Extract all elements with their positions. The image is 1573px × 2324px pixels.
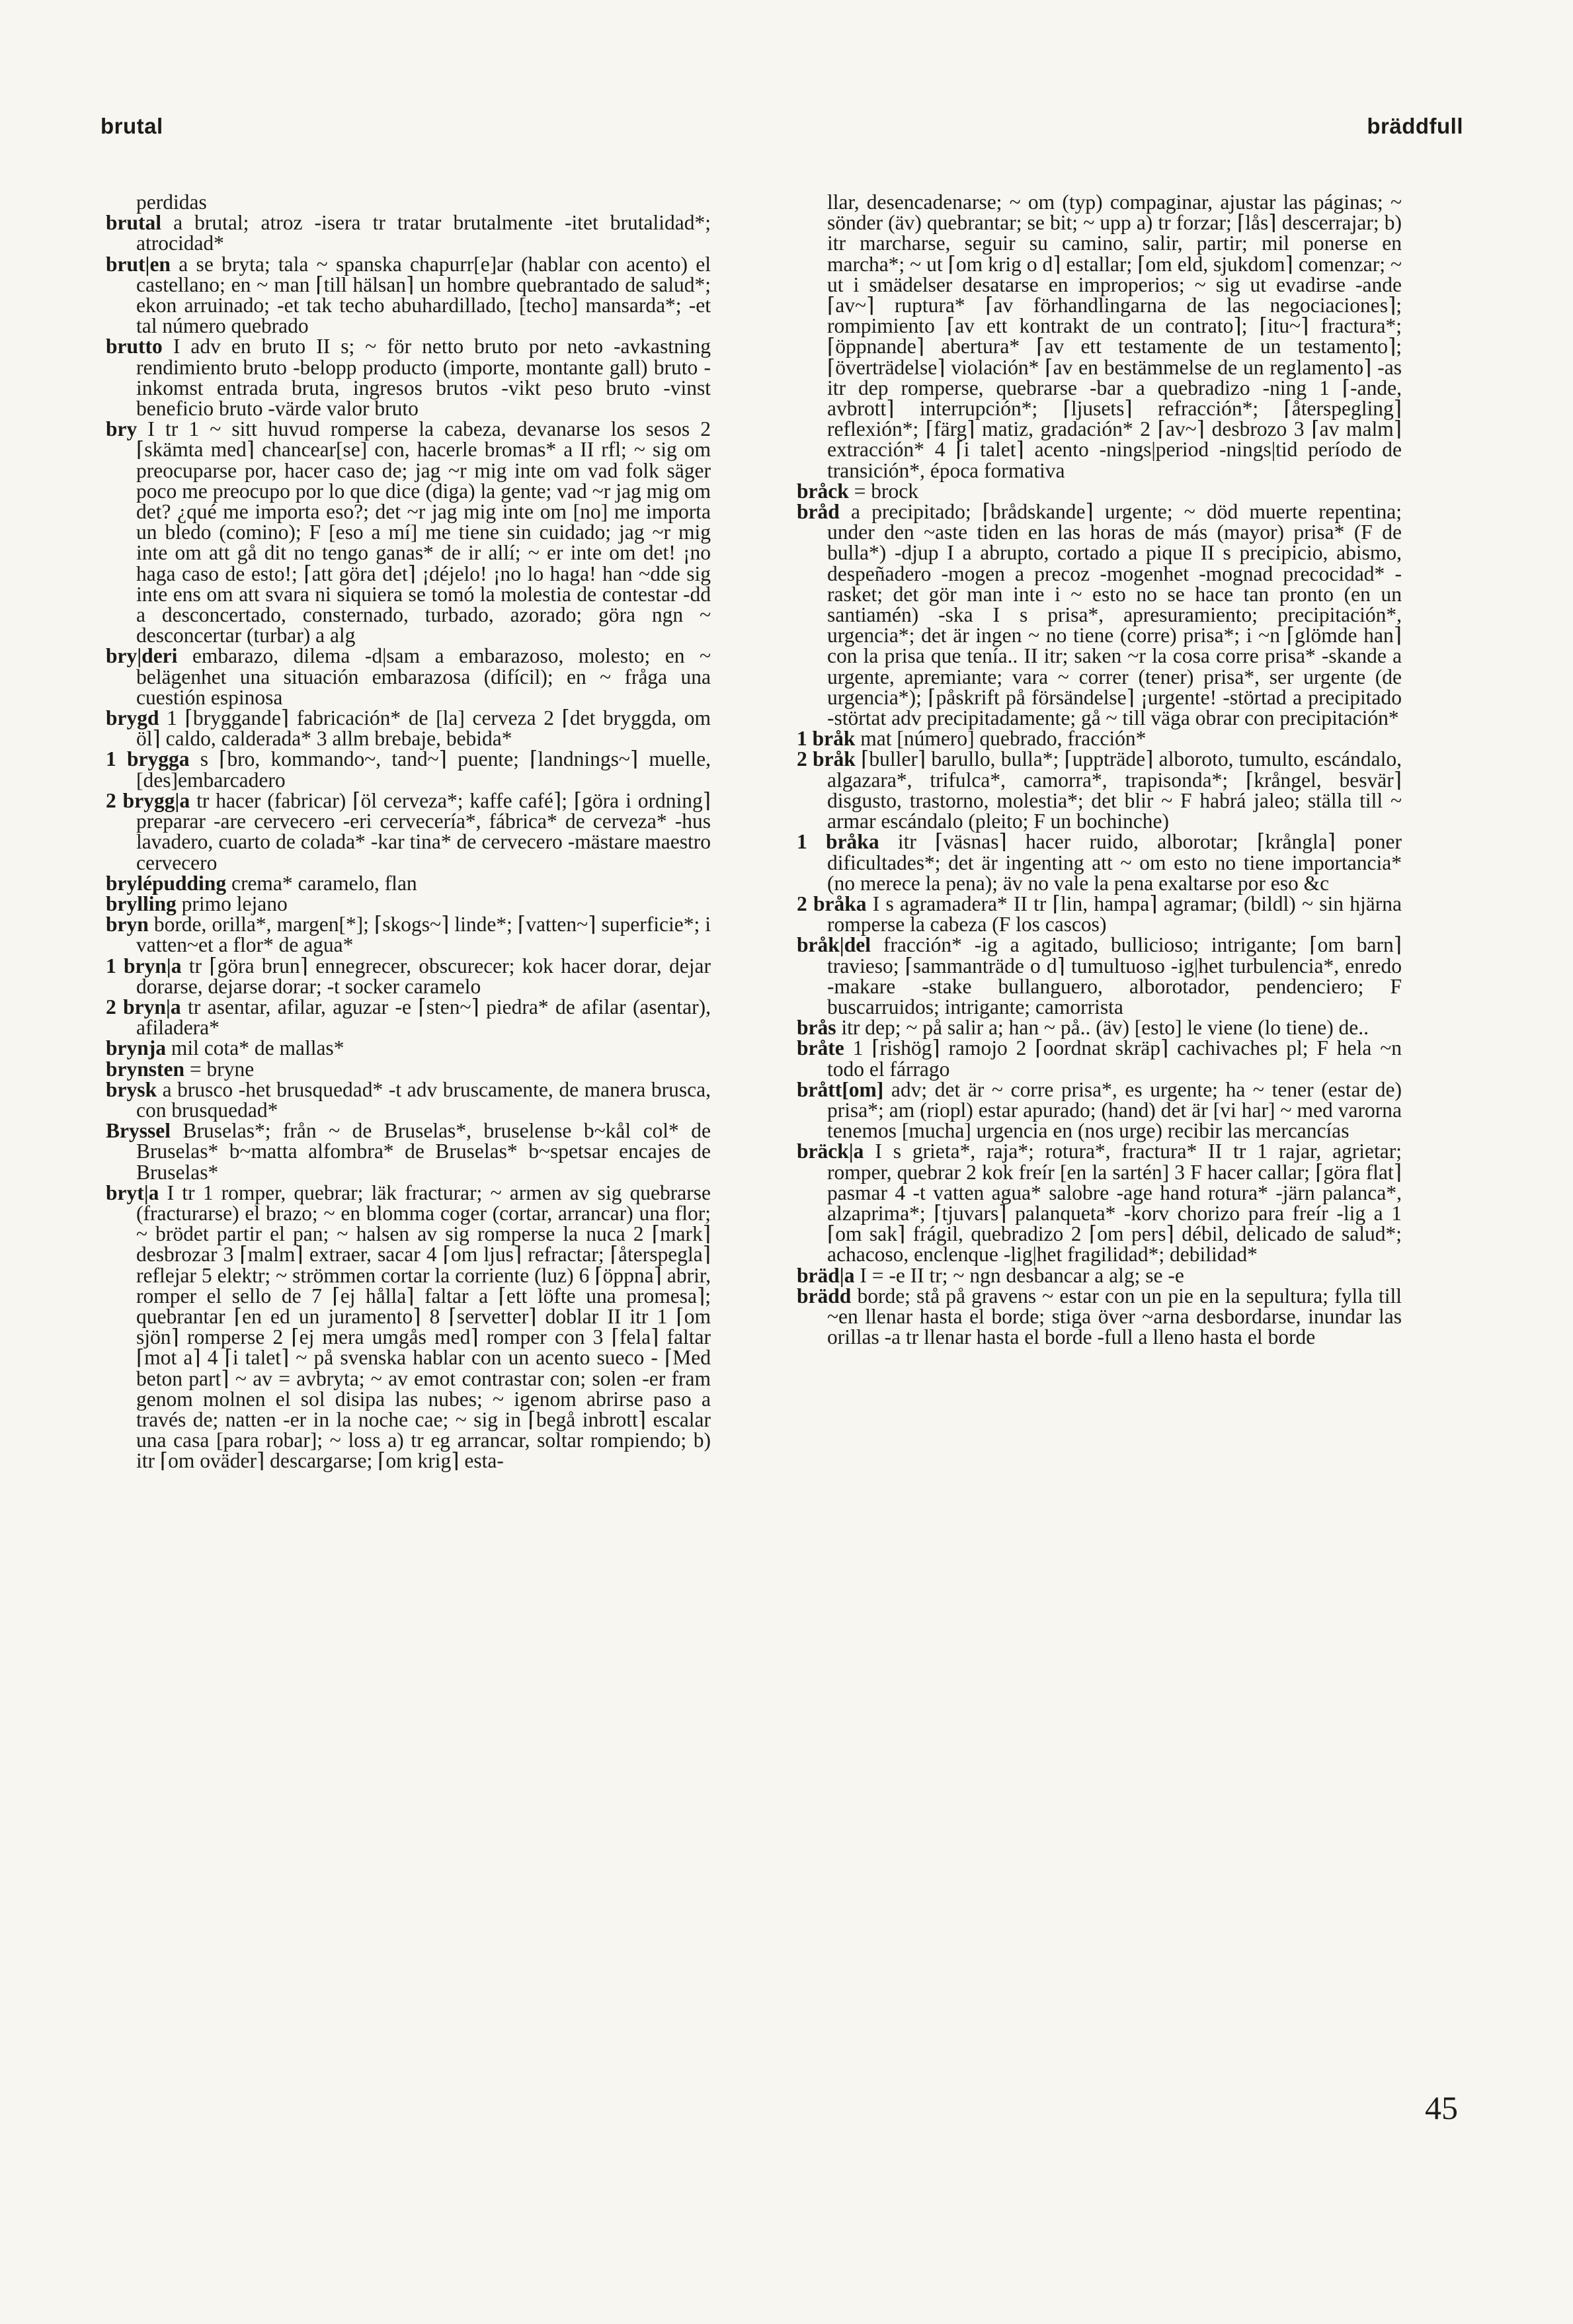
entry-headword: 2 bryn|a xyxy=(106,995,181,1018)
entry-definition: itr dep; ~ på salir a; han ~ på.. (äv) [esto] le viene (lo tiene) de.. xyxy=(841,1016,1369,1040)
dictionary-entry xyxy=(797,893,1402,934)
entry-headword: 1 bråk xyxy=(797,727,856,751)
dictionary-entry xyxy=(106,893,711,914)
dictionary-entry xyxy=(106,1120,711,1183)
entry-definition: tr asentar, afilar, aguzar -e ⌈sten~⌉ piedra* de afilar (asentar), afiladera* xyxy=(136,995,711,1040)
right-column xyxy=(797,192,1402,1347)
dictionary-entry xyxy=(797,749,1402,831)
running-head-left: brutal xyxy=(101,114,163,138)
dictionary-entry xyxy=(797,831,1402,893)
dictionary-entry xyxy=(106,212,711,253)
dictionary-entry xyxy=(797,501,1402,728)
entry-definition: perdidas xyxy=(136,190,207,214)
left-column xyxy=(106,192,711,1472)
dictionary-entry xyxy=(106,997,711,1038)
entry-definition: = brock xyxy=(854,479,918,503)
entry-headword: 2 brygg|a xyxy=(106,788,190,812)
entry-definition: llar, desencadenarse; ~ om (typ) compaginar, ajustar las páginas; ~ sönder (äv) quebrantar; se bit; ~ upp a) tr forzar; ⌈lås⌉ descerrajar; b) itr marcharse, seguir su camino, salir, partir; mil ponerse en marcha*; ~ ut ⌈om krig o d⌉ estallar; ⌈om eld, sjukdom⌉ comenzar; ~ ut i smädelser desatarse en improperios; ~ sig ut evadirse -ande ⌈av~⌉ ruptura* ⌈av förhandlingarna de las negociaciones⌉; rompimiento ⌈av ett kontrakt de un contrato⌉; ⌈itu~⌉ fractura*; ⌈öppnande⌉ abertura* ⌈av ett testamente de un testamento⌉; ⌈överträdelse⌉ violación* ⌈av en bestämmelse de un reglamento⌉ -as itr dep romperse, quebrarse -bar a quebradizo -ning 1 ⌈-ande, avbrott⌉ interrupción*; ⌈ljusets⌉ refracción*; ⌈återspegling⌉ reflexión*; ⌈färg⌉ matiz, gradación* 2 ⌈av~⌉ desbrozo 3 ⌈av malm⌉ extracción* 4 ⌈i talet⌉ acento -nings|period -nings|tid período de transición*, época formativa xyxy=(827,190,1402,482)
entry-headword: brås xyxy=(797,1016,836,1040)
entry-definition: mil cota* de mallas* xyxy=(171,1036,344,1060)
entry-headword: 2 bråk xyxy=(797,747,856,771)
entry-headword: bråd xyxy=(797,500,840,524)
entry-definition: Bruselas*; från ~ de Bruselas*, bruselense b~kål col* de Bruselas* b~matta alfombra* de Bruselas* b~spetsar encajes de Bruselas* xyxy=(136,1119,711,1184)
entry-definition: ⌈buller⌉ barullo, bulla*; ⌈uppträde⌉ alboroto, tumulto, escándalo, algazara*, trifulca*, camorra*, trapisonda*; ⌈krångel, besvär⌉ disgusto, trastorno, molestia*; det blir ~ F habrá jaleo; ställa till ~ armar escándalo (pleito; F un bochinche) xyxy=(827,747,1402,833)
dictionary-entry xyxy=(106,914,711,955)
entry-headword: brylling xyxy=(106,892,177,915)
entry-definition: s ⌈bro, kommando~, tand~⌉ puente; ⌈landnings~⌉ muelle, [des]embarcadero xyxy=(136,747,711,792)
entry-definition: 1 ⌈bryggande⌉ fabricación* de [la] cerveza 2 ⌈det bryggda, om öl⌉ caldo, calderada* 3 allm brebaje, bebida* xyxy=(136,706,711,751)
dictionary-entry xyxy=(797,728,1402,749)
entry-headword: brynja xyxy=(106,1036,167,1060)
dictionary-entry xyxy=(106,192,711,212)
entry-headword: bräd|a xyxy=(797,1263,855,1287)
entry-headword: brut|en xyxy=(106,252,171,276)
entry-definition: a brutal; atroz -isera tr tratar brutalmente -itet brutalidad*; atrocidad* xyxy=(136,211,711,255)
entry-headword: brysk xyxy=(106,1077,157,1101)
entry-headword: bry|deri xyxy=(106,644,178,668)
entry-headword: brädd xyxy=(797,1284,852,1307)
entry-headword: Bryssel xyxy=(106,1119,171,1143)
entry-definition: 1 ⌈rishög⌉ ramojo 2 ⌈oordnat skräp⌉ cachivaches pl; F hela ~n todo el fárrago xyxy=(827,1036,1402,1081)
entry-headword: bryt|a xyxy=(106,1181,159,1204)
dictionary-entry xyxy=(106,708,711,749)
dictionary-entry xyxy=(797,1141,1402,1265)
entry-headword: bry xyxy=(106,417,138,441)
dictionary-entry xyxy=(106,1079,711,1120)
entry-headword: bräck|a xyxy=(797,1140,864,1163)
dictionary-entry xyxy=(797,1265,1402,1286)
dictionary-entry xyxy=(797,934,1402,1017)
entry-definition: a se bryta; tala ~ spanska chapurr[e]ar (hablar con acento) el castellano; en ~ man ⌈till hälsan⌉ un hombre quebrantado de salud*; ekon arruinado; -et tak techo abuhardillado, [techo] mansarda*; -et tal número quebrado xyxy=(136,252,711,338)
dictionary-entry xyxy=(106,749,711,790)
entry-headword: 1 bråka xyxy=(797,830,879,854)
entry-headword: brynsten xyxy=(106,1057,185,1081)
dictionary-entry xyxy=(106,790,711,873)
entry-headword: 1 bryn|a xyxy=(106,954,182,977)
dictionary-entry xyxy=(797,1017,1402,1038)
dictionary-entry xyxy=(797,1079,1402,1141)
entry-headword: 1 brygga xyxy=(106,747,190,771)
dictionary-entry xyxy=(106,419,711,645)
dictionary-entry xyxy=(106,254,711,337)
entry-definition: I = -e II tr; ~ ngn desbancar a alg; se -e xyxy=(860,1263,1184,1287)
entry-definition: mat [número] quebrado, fracción* xyxy=(860,727,1147,751)
entry-definition: I tr 1 ~ sitt huvud romperse la cabeza, devanarse los sesos 2 ⌈skämta med⌉ chancear[se] con, hacerle bromas* a II rfl; ~ sig om preocuparse por, hacer caso de; jag ~r mig inte om vad folk säger poco me preocupo por lo que dice (diga) la gente; vad ~r jag mig om det? ¿qué me importa eso?; det ~r jag mig inte om [no] me importa un bledo (comino); F [eso a mí] me tiene sin cuidado; jag ~r mig inte om att gå dit no tengo ganas* de ir allí; ~ er inte om det! ¡no haga caso de esto!; ⌈att göra det⌉ ¡déjelo! ¡no lo haga! han ~dde sig inte ens om att svara ni siquiera se tomó la molestia de contestar -dd a desconcertado, consternado, turbado, azorado; göra ngn ~ desconcertar (turbar) a alg xyxy=(136,417,711,647)
entry-definition: I tr 1 romper, quebrar; läk fracturar; ~ armen av sig quebrarse (fracturarse) el brazo; ~ en blomma coger (cortar, arrancar) una flor; ~ brödet partir el pan; ~ halsen av sig romperse la nuca 2 ⌈mark⌉ desbrozar 3 ⌈malm⌉ extraer, sacar 4 ⌈om ljus⌉ refractar; ⌈återspegla⌉ reflejar 5 elektr; ~ strömmen cortar la corriente (luz) 6 ⌈öppna⌉ abrir, romper el sello de 7 ⌈ej hålla⌉ faltar a ⌈ett löfte una promesa⌉; quebrantar ⌈en ed un juramento⌉ 8 ⌈servetter⌉ doblar II itr 1 ⌈om sjön⌉ romperse 2 ⌈ej mera umgås med⌉ romper con 3 ⌈fela⌉ faltar ⌈mot a⌉ 4 ⌈i talet⌉ ~ på svenska hablar con un acento sueco - ⌈Med beton part⌉ ~ av = avbryta; ~ av emot contrastar con; solen -er fram genom molnen el sol disipa las nubes; ~ igenom abrirse paso a través de; natten -er in la noche cae; ~ sig in ⌈begå inbrott⌉ escalar una casa [para robar]; ~ loss a) tr eg arrancar, soltar rompiendo; b) itr ⌈om oväder⌉ descargarse; ⌈om krig⌉ esta- xyxy=(136,1181,711,1473)
entry-definition: borde, orilla*, margen[*]; ⌈skogs~⌉ linde*; ⌈vatten~⌉ superficie*; i vatten~et a flor* de agua* xyxy=(136,913,711,957)
entry-headword: bråk|del xyxy=(797,933,871,957)
dictionary-entry xyxy=(106,1059,711,1079)
page-number: 45 xyxy=(1425,2089,1458,2126)
entry-definition: I s grieta*, raja*; rotura*, fractura* II tr 1 rajar, agrietar; romper, quebrar 2 kok freír [en la sartén] 3 F hacer callar; ⌈göra flat⌉ pasmar 4 -t vatten agua* salobre -age hand rotura* -järn palanca*, alzaprima*; ⌈tjuvars⌉ palanqueta* -korv chorizo para freír -lig a 1 ⌈om sak⌉ frágil, quebradizo 2 ⌈om pers⌉ débil, delicado de salud*; achacoso, enclenque -lig|het fragilidad*; debilidad* xyxy=(827,1140,1402,1266)
entry-definition: adv; det är ~ corre prisa*, es urgente; ha ~ tener (estar de) prisa*; am (riopl) estar apurado; (hand) det är [vi har] ~ med varorna tenemos [mucha] urgencia en (nos urge) recibir las mercancías xyxy=(827,1077,1402,1143)
entry-headword: bråte xyxy=(797,1036,844,1060)
entry-headword: brylépudding xyxy=(106,871,227,895)
entry-definition: borde; stå på gravens ~ estar con un pie en la sepultura; fylla till ~en llenar hasta el borde; stiga över ~arna desbordarse, inundar las orillas -a tr llenar hasta el borde -full a lleno hasta el borde xyxy=(827,1284,1402,1349)
entry-definition: tr hacer (fabricar) ⌈öl cerveza*; kaffe café⌉; ⌈göra i ordning⌉ preparar -are cervecero -eri cervecería*, fábrica* de cerveza* -hus lavadero, cuarto de colada* -kar tina* de cervecero -mästare maestro cervecero xyxy=(136,788,711,874)
dictionary-entry xyxy=(106,1038,711,1058)
running-head-right: bräddfull xyxy=(1367,114,1463,138)
dictionary-entry xyxy=(797,1286,1402,1348)
entry-headword: bråck xyxy=(797,479,849,503)
dictionary-entry xyxy=(797,192,1402,481)
entry-definition: crema* caramelo, flan xyxy=(231,871,417,895)
entry-headword: brutal xyxy=(106,211,162,235)
dictionary-entry xyxy=(106,873,711,893)
entry-definition: = bryne xyxy=(189,1057,255,1081)
entry-headword: brutto xyxy=(106,335,163,358)
entry-headword: brygd xyxy=(106,706,159,730)
entry-definition: tr ⌈göra brun⌉ ennegrecer, obscurecer; kok hacer dorar, dejar dorarse, dejarse dorar; -t socker caramelo xyxy=(136,954,711,998)
dictionary-entry xyxy=(106,336,711,419)
entry-headword: brått[om] xyxy=(797,1077,884,1101)
entry-definition: a brusco -het brusquedad* -t adv bruscamente, de manera brusca, con brusquedad* xyxy=(136,1077,711,1122)
entry-definition: I adv en bruto II s; ~ för netto bruto por neto -avkastning rendimiento bruto -belopp producto (importe, montante gall) bruto -inkomst entrada bruta, ingresos brutos -vikt peso bruto -vinst beneficio bruto -värde valor bruto xyxy=(136,335,711,421)
entry-definition: a precipitado; ⌈brådskande⌉ urgente; ~ död muerte repentina; under den ~aste tiden en las horas de más (mayor) prisa* (F de bulla*) -djup I a abrupto, cortado a pique II s precipicio, abismo, despeñadero -mogen a precoz -mogenhet -mognad precocidad* -rasket; det gör man inte i ~ esto no se hace tan pronto (en un santiamén) -ska I s prisa*, apresuramiento; precipitación*, urgencia*; det är ingen ~ no tiene (corre) prisa*; i ~n ⌈glömde han⌉ con la prisa que tenía.. II itr; saken ~r la cosa corre prisa* -skande a urgente, apremiante; vara ~ correr (tener) prisa*, ser urgente (de urgencia*); ⌈påskrift på försändelse⌉ ¡urgente! -störtad a precipitado -störtat adv precipitadamente; gå ~ till väga obrar con precipitación* xyxy=(827,500,1402,730)
dictionary-entry xyxy=(797,1038,1402,1079)
dictionary-entry xyxy=(797,481,1402,501)
dictionary-entry xyxy=(106,645,711,708)
entry-definition: embarazo, dilema -d|sam a embarazoso, molesto; en ~ belägenhet una situación embarazosa (difícil); en ~ fråga una cuestión espinosa xyxy=(136,644,711,709)
entry-headword: 2 bråka xyxy=(797,892,867,915)
entry-definition: I s agramadera* II tr ⌈lin, hampa⌉ agramar; (bildl) ~ sin hjärna romperse la cabeza (F los cascos) xyxy=(827,892,1402,936)
dictionary-entry xyxy=(106,956,711,997)
entry-definition: fracción* -ig a agitado, bullicioso; intrigante; ⌈om barn⌉ travieso; ⌈sammanträde o d⌉ tumultuoso -ig|het turbulencia*, enredo -makare -stake bullanguero, alborotador, pendenciero; F buscarruidos; intrigante; camorrista xyxy=(827,933,1402,1018)
entry-definition: itr ⌈väsnas⌉ hacer ruido, alborotar; ⌈krångla⌉ poner dificultades*; det är ingenting att ~ om esto no tiene importancia* (no merece la pena); äv no vale la pena exaltarse por eso &c xyxy=(827,830,1402,895)
dictionary-entry xyxy=(106,1183,711,1472)
entry-definition: primo lejano xyxy=(181,892,288,915)
entry-headword: bryn xyxy=(106,913,149,936)
